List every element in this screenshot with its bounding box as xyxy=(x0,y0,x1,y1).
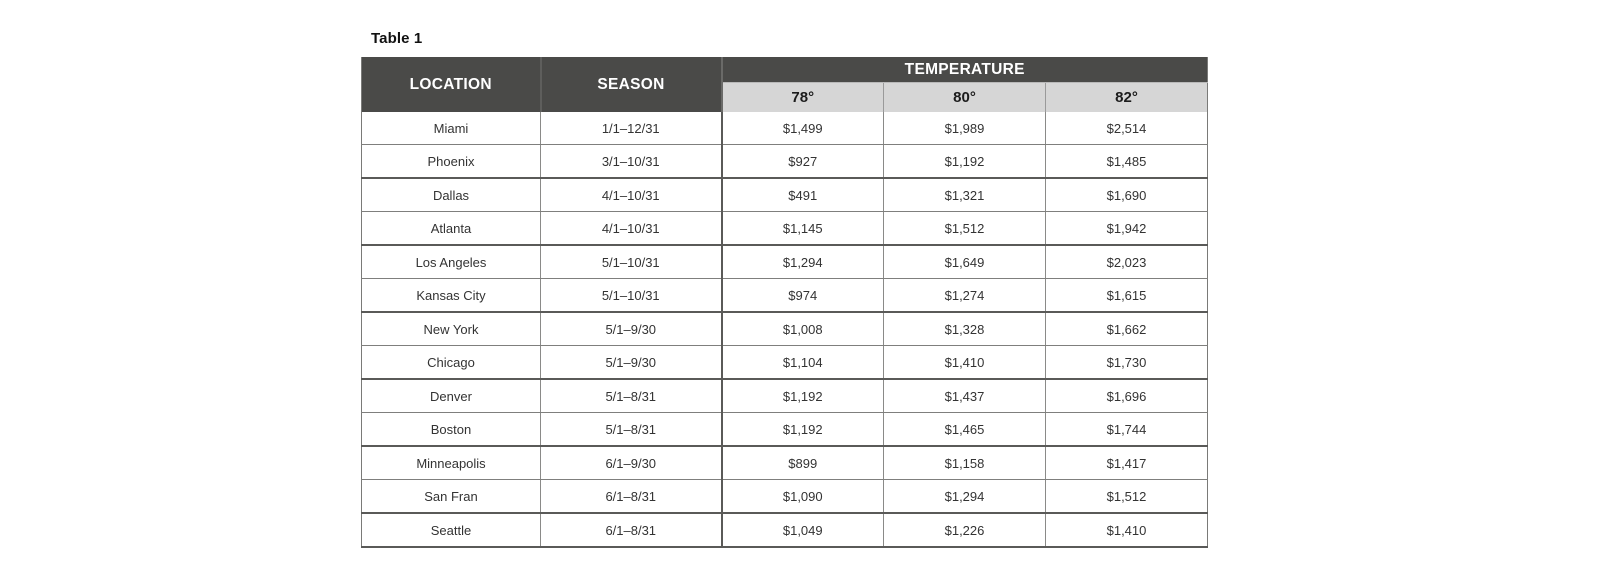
cell-temp-82: $1,942 xyxy=(1046,212,1208,246)
cell-temp-78: $1,294 xyxy=(722,245,884,279)
cell-temp-80: $1,158 xyxy=(884,446,1046,480)
table-row xyxy=(362,379,1208,413)
cell-temp-78: $1,192 xyxy=(722,379,884,413)
cell-temp-78: $1,104 xyxy=(722,346,884,380)
cell-season: 6/1–8/31 xyxy=(541,513,722,547)
cell-temp-80: $1,512 xyxy=(884,212,1046,246)
cell-location: Phoenix xyxy=(362,145,541,179)
table-row xyxy=(362,145,1208,179)
cell-temp-78: $899 xyxy=(722,446,884,480)
cell-temp-82: $2,514 xyxy=(1046,112,1208,145)
cell-location: Los Angeles xyxy=(362,245,541,279)
table-row xyxy=(362,178,1208,212)
table-header xyxy=(362,57,1208,112)
table-body xyxy=(362,112,1208,547)
column-header-temp-80: 80° xyxy=(884,83,1046,112)
cell-temp-80: $1,410 xyxy=(884,346,1046,380)
cell-location: Dallas xyxy=(362,178,541,212)
column-header-temp-78: 78° xyxy=(722,83,884,112)
cell-location: Kansas City xyxy=(362,279,541,313)
cell-temp-82: $1,417 xyxy=(1046,446,1208,480)
cell-temp-80: $1,465 xyxy=(884,413,1046,447)
cell-location: Minneapolis xyxy=(362,446,541,480)
table-row xyxy=(362,245,1208,279)
cell-location: Atlanta xyxy=(362,212,541,246)
table-row xyxy=(362,413,1208,447)
table-row xyxy=(362,212,1208,246)
cell-season: 1/1–12/31 xyxy=(541,112,722,145)
table-row xyxy=(362,312,1208,346)
cell-temp-80: $1,226 xyxy=(884,513,1046,547)
cell-temp-80: $1,649 xyxy=(884,245,1046,279)
table-row xyxy=(362,346,1208,380)
header-row-primary xyxy=(362,57,1208,83)
cell-location: Chicago xyxy=(362,346,541,380)
cell-temp-78: $1,008 xyxy=(722,312,884,346)
table-row xyxy=(362,279,1208,313)
cell-temp-82: $1,730 xyxy=(1046,346,1208,380)
cell-season: 5/1–8/31 xyxy=(541,413,722,447)
cell-temp-82: $1,690 xyxy=(1046,178,1208,212)
cell-temp-80: $1,321 xyxy=(884,178,1046,212)
cell-temp-82: $1,410 xyxy=(1046,513,1208,547)
cell-temp-82: $1,485 xyxy=(1046,145,1208,179)
cell-temp-80: $1,328 xyxy=(884,312,1046,346)
cell-season: 5/1–8/31 xyxy=(541,379,722,413)
cell-temp-78: $1,049 xyxy=(722,513,884,547)
cell-season: 5/1–9/30 xyxy=(541,312,722,346)
cell-season: 5/1–9/30 xyxy=(541,346,722,380)
cell-temp-78: $491 xyxy=(722,178,884,212)
cell-season: 6/1–9/30 xyxy=(541,446,722,480)
cell-season: 3/1–10/31 xyxy=(541,145,722,179)
cell-temp-78: $974 xyxy=(722,279,884,313)
table-caption: Table 1 xyxy=(371,30,423,47)
table-row xyxy=(362,480,1208,514)
cell-location: Miami xyxy=(362,112,541,145)
table-row xyxy=(362,513,1208,547)
cell-location: San Fran xyxy=(362,480,541,514)
cell-temp-82: $1,662 xyxy=(1046,312,1208,346)
temperature-cost-table xyxy=(361,57,1208,548)
cell-season: 4/1–10/31 xyxy=(541,178,722,212)
cell-location: Boston xyxy=(362,413,541,447)
cell-temp-80: $1,989 xyxy=(884,112,1046,145)
column-header-location: LOCATION xyxy=(362,57,541,112)
cell-temp-78: $1,192 xyxy=(722,413,884,447)
cell-temp-80: $1,437 xyxy=(884,379,1046,413)
column-header-temperature-group: TEMPERATURE xyxy=(722,57,1208,83)
cell-temp-80: $1,192 xyxy=(884,145,1046,179)
table-row xyxy=(362,446,1208,480)
cell-season: 5/1–10/31 xyxy=(541,279,722,313)
cell-location: Seattle xyxy=(362,513,541,547)
table-container xyxy=(361,57,1207,548)
cell-temp-80: $1,294 xyxy=(884,480,1046,514)
cell-temp-82: $2,023 xyxy=(1046,245,1208,279)
table-row xyxy=(362,112,1208,145)
cell-temp-82: $1,512 xyxy=(1046,480,1208,514)
cell-temp-78: $927 xyxy=(722,145,884,179)
cell-season: 6/1–8/31 xyxy=(541,480,722,514)
cell-temp-82: $1,615 xyxy=(1046,279,1208,313)
cell-temp-78: $1,090 xyxy=(722,480,884,514)
cell-temp-80: $1,274 xyxy=(884,279,1046,313)
cell-location: New York xyxy=(362,312,541,346)
column-header-temp-82: 82° xyxy=(1046,83,1208,112)
cell-temp-82: $1,696 xyxy=(1046,379,1208,413)
cell-temp-78: $1,145 xyxy=(722,212,884,246)
cell-location: Denver xyxy=(362,379,541,413)
cell-temp-82: $1,744 xyxy=(1046,413,1208,447)
cell-season: 4/1–10/31 xyxy=(541,212,722,246)
cell-season: 5/1–10/31 xyxy=(541,245,722,279)
cell-temp-78: $1,499 xyxy=(722,112,884,145)
column-header-season: SEASON xyxy=(541,57,722,112)
